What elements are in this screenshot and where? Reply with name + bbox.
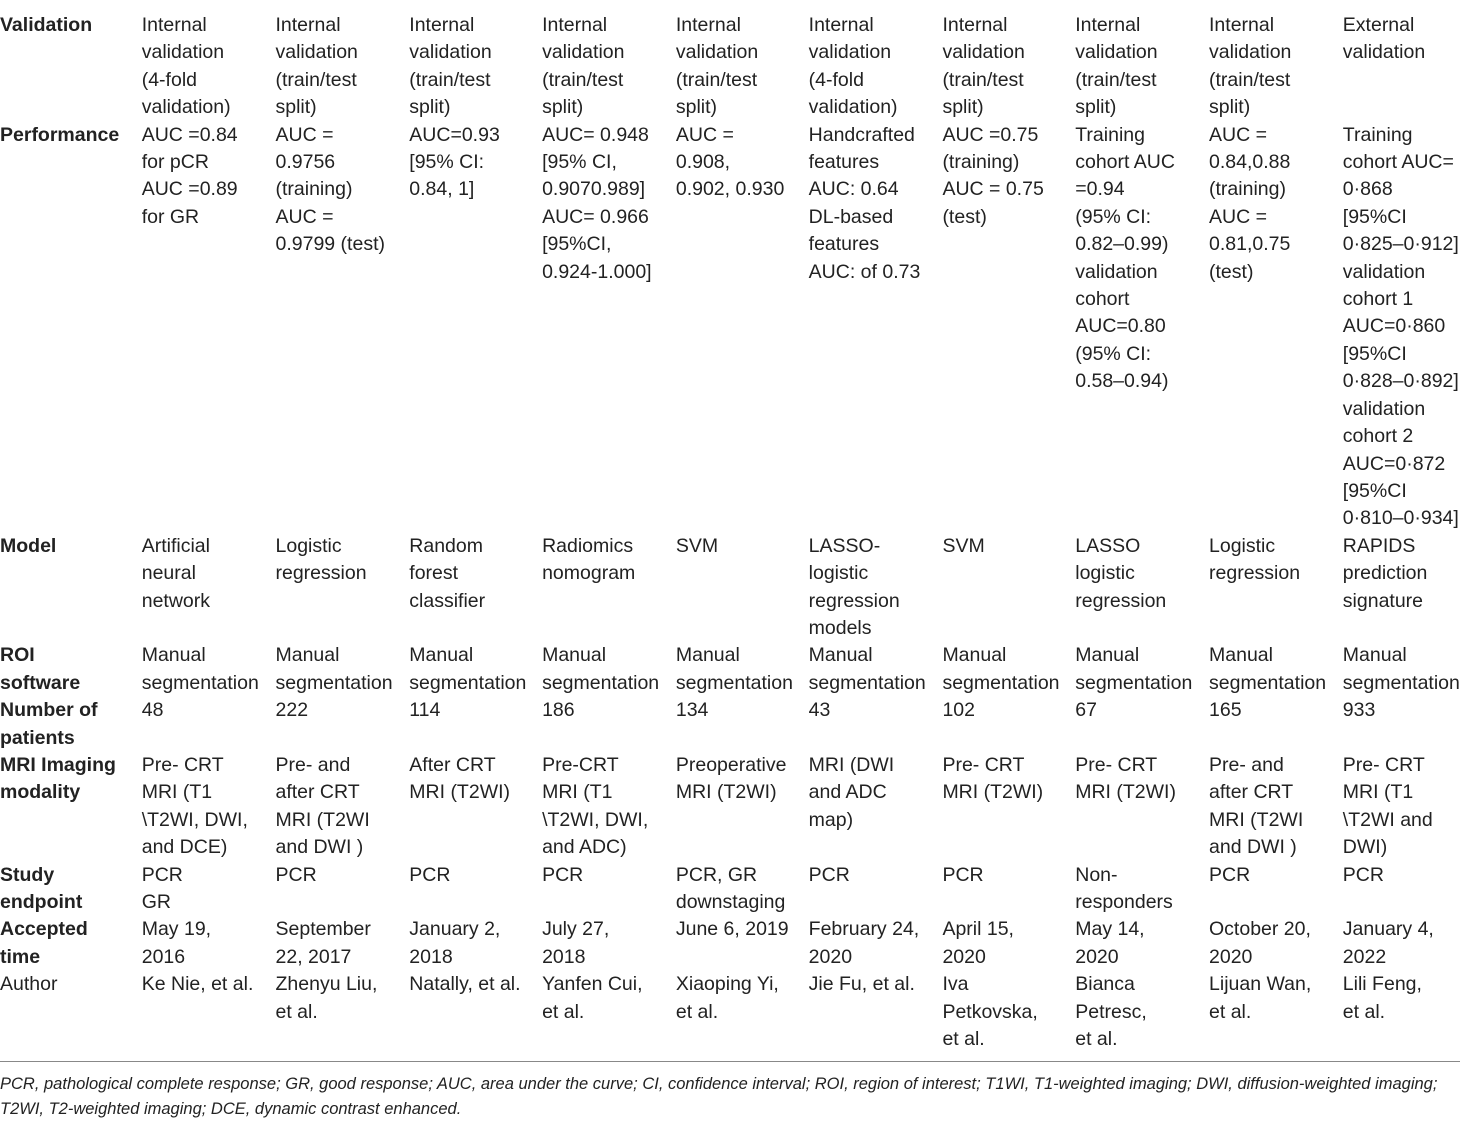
table-cell: Pre- CRT MRI (T2WI) xyxy=(942,753,1044,804)
table-cell: Internal validation (train/test split) xyxy=(1209,14,1292,119)
table-cell: Non- responders xyxy=(1075,863,1173,913)
table-cell: SVM xyxy=(942,534,985,557)
table-cell: Pre- CRT MRI (T2WI) xyxy=(1075,753,1176,804)
table-cell: April 15, 2020 xyxy=(942,918,1014,968)
table-cell: PCR xyxy=(542,863,584,886)
table-cell: Lili Feng, et al. xyxy=(1342,973,1422,1023)
table-cell: July 27, 2018 xyxy=(542,918,610,968)
table-cell: Internal validation (train/test split) xyxy=(1075,14,1158,119)
row-label: Author xyxy=(0,973,58,996)
table-cell: Internal validation (train/test split) xyxy=(675,14,759,119)
table-row xyxy=(0,533,1460,643)
table-cell: Training cohort AUC =0.94 (95% CI: 0.82–0.99) validation cohort AUC=0.80 (95% CI: 0.58–0.94) xyxy=(1075,123,1175,393)
table-cell: Zhenyu Liu, et al. xyxy=(275,973,378,1023)
row-label: Number of patients xyxy=(0,699,98,749)
table-cell: January 4, 2022 xyxy=(1342,918,1434,968)
row-label: Study endpoint xyxy=(0,863,83,913)
table-cell: Manual segmentation xyxy=(542,644,660,694)
table-row xyxy=(0,697,1460,752)
table-cell: PCR GR xyxy=(141,863,183,913)
table-cell: May 14, 2020 xyxy=(1075,918,1145,968)
table-row xyxy=(0,12,1460,122)
table-cell: PCR xyxy=(275,863,317,886)
table-cell: Pre- and after CRT MRI (T2WI and DWI ) xyxy=(275,753,370,859)
table-row xyxy=(0,122,1460,533)
table-cell: Pre- CRT MRI (T1 \T2WI and DWI) xyxy=(1342,753,1433,859)
table-row xyxy=(0,916,1460,971)
table-cell: Pre- and after CRT MRI (T2WI and DWI ) xyxy=(1209,753,1304,859)
table-cell: AUC = 0.84,0.88 (training) AUC = 0.81,0.75 (test) xyxy=(1209,123,1291,283)
table-cell: 102 xyxy=(942,699,975,722)
table-cell: Radiomics nomogram xyxy=(542,534,636,585)
table-cell: 165 xyxy=(1209,699,1242,722)
table-cell: Xiaoping Yi, et al. xyxy=(675,973,779,1023)
row-label: Performance xyxy=(0,123,120,146)
table-cell: 48 xyxy=(141,699,164,722)
table-cell: January 2, 2018 xyxy=(409,918,501,968)
row-label: ROI software xyxy=(0,644,81,694)
table-cell: 186 xyxy=(542,699,575,722)
table-cell: Internal validation (train/test split) xyxy=(942,14,1025,119)
table-cell: AUC= 0.948 [95% CI, 0.9070.989] AUC= 0.966 [95%CI, 0.924-1.000] xyxy=(542,123,652,283)
table-cell: 43 xyxy=(808,699,831,722)
table-cell: MRI (DWI and ADC map) xyxy=(808,753,895,831)
table-cell: AUC = 0.9756 (training) AUC = 0.9799 (test) xyxy=(275,123,385,256)
table-row xyxy=(0,752,1460,862)
row-label: MRI Imaging modality xyxy=(0,753,116,804)
table-cell: Manual segmentation xyxy=(808,644,926,694)
table-row xyxy=(0,971,1460,1053)
table-cell: 134 xyxy=(675,699,709,722)
table-cell: Internal validation (4-fold validation) xyxy=(808,14,898,119)
table-cell: PCR xyxy=(808,863,850,886)
table-cell: AUC =0.75 (training) AUC = 0.75 (test) xyxy=(942,123,1044,228)
row-label: Validation xyxy=(0,14,93,36)
table-cell: Internal validation (train/test split) xyxy=(542,14,625,119)
table-cell: External validation xyxy=(1342,14,1426,64)
table-cell: Random forest classifier xyxy=(409,534,486,612)
table-cell: PCR, GR downstaging xyxy=(675,863,786,913)
table-cell: PCR xyxy=(1342,863,1384,886)
table-cell: February 24, 2020 xyxy=(808,918,920,968)
table-row xyxy=(0,862,1460,917)
table-cell: Manual segmentation xyxy=(1075,644,1193,694)
table-row xyxy=(0,642,1460,697)
table-cell: Lijuan Wan, et al. xyxy=(1209,973,1312,1023)
table-cell: AUC =0.84 for pCR AUC =0.89 for GR xyxy=(141,123,238,228)
table-footnote: PCR, pathological complete response; GR, good response; AUC, area under the curve; CI, confidence interval; ROI, region of interest; T1WI, T1-weighted imaging; DWI, diffusion-weighted imaging; T2WI, T2-weighted imaging; DCE, dynamic contrast enhanced. xyxy=(0,1075,1438,1118)
table-cell: June 6, 2019 xyxy=(675,918,789,941)
table-cell: Jie Fu, et al. xyxy=(808,973,915,996)
table-cell: Preoperative MRI (T2WI) xyxy=(675,753,787,804)
table-cell: 114 xyxy=(409,699,441,722)
table-cell: Pre-CRT MRI (T1 \T2WI, DWI, and ADC) xyxy=(542,753,649,859)
table-cell: PCR xyxy=(409,863,451,886)
table-cell: Artificial neural network xyxy=(141,534,210,612)
row-label: Model xyxy=(0,534,57,557)
table-cell: Yanfen Cui, et al. xyxy=(542,973,643,1023)
table-cell: Iva Petkovska, et al. xyxy=(942,973,1038,1051)
table-cell: September 22, 2017 xyxy=(275,918,371,968)
table-cell: AUC=0.93 [95% CI: 0.84, 1] xyxy=(409,123,500,201)
table-cell: Logistic regression xyxy=(275,534,367,585)
table-cell: Internal validation (train/test split) xyxy=(409,14,492,119)
table-cell: October 20, 2020 xyxy=(1209,918,1311,968)
table-cell: AUC = 0.908, 0.902, 0.930 xyxy=(675,123,785,201)
table-cell: SVM xyxy=(675,534,719,557)
table-cell: Pre- CRT MRI (T1 \T2WI, DWI, and DCE) xyxy=(141,753,248,859)
table-cell: PCR xyxy=(942,863,984,886)
table-cell: Internal validation (4-fold validation) xyxy=(141,14,231,119)
comparison-table xyxy=(0,12,1460,1053)
table-cell: Handcrafted features AUC: 0.64 DL-based features AUC: of 0.73 xyxy=(808,123,921,283)
table-cell: 222 xyxy=(275,699,309,722)
table-body xyxy=(0,12,1460,1053)
table-cell: LASSO- logistic regression models xyxy=(808,534,900,639)
row-label: Accepted time xyxy=(0,918,88,968)
table-cell: RAPIDS prediction signature xyxy=(1342,534,1428,612)
table-cell: After CRT MRI (T2WI) xyxy=(409,753,511,804)
table-cell: Manual segmentation xyxy=(141,644,259,694)
table-bottom-rule xyxy=(0,1061,1460,1062)
table-cell: Internal validation (train/test split) xyxy=(275,14,358,119)
table-cell: Bianca Petresc, et al. xyxy=(1075,973,1147,1051)
table-cell: PCR xyxy=(1209,863,1251,886)
table-cell: May 19, 2016 xyxy=(141,918,212,968)
table-cell: Ke Nie, et al. xyxy=(141,973,254,996)
table-cell: LASSO logistic regression xyxy=(1075,534,1167,612)
table-cell: Logistic regression xyxy=(1209,534,1301,585)
table-cell: Manual segmentation xyxy=(942,644,1060,694)
table-cell: Manual segmentation xyxy=(1209,644,1327,694)
table-cell: 67 xyxy=(1075,699,1097,722)
table-cell: Manual segmentation xyxy=(409,644,527,694)
table-cell: Manual segmentation xyxy=(275,644,393,694)
table-cell: 933 xyxy=(1342,699,1376,722)
table-cell: Natally, et al. xyxy=(409,973,521,996)
table-cell: Training cohort AUC= 0·868 [95%CI 0·825–0·912] validation cohort 1 AUC=0·860 [95%CI 0·828–0·892] validation cohort 2 AUC=0·872 [95%CI 0·810–0·934] xyxy=(1342,123,1459,530)
table-cell: Manual segmentation xyxy=(1342,644,1460,694)
table-cell: Manual segmentation xyxy=(675,644,793,694)
